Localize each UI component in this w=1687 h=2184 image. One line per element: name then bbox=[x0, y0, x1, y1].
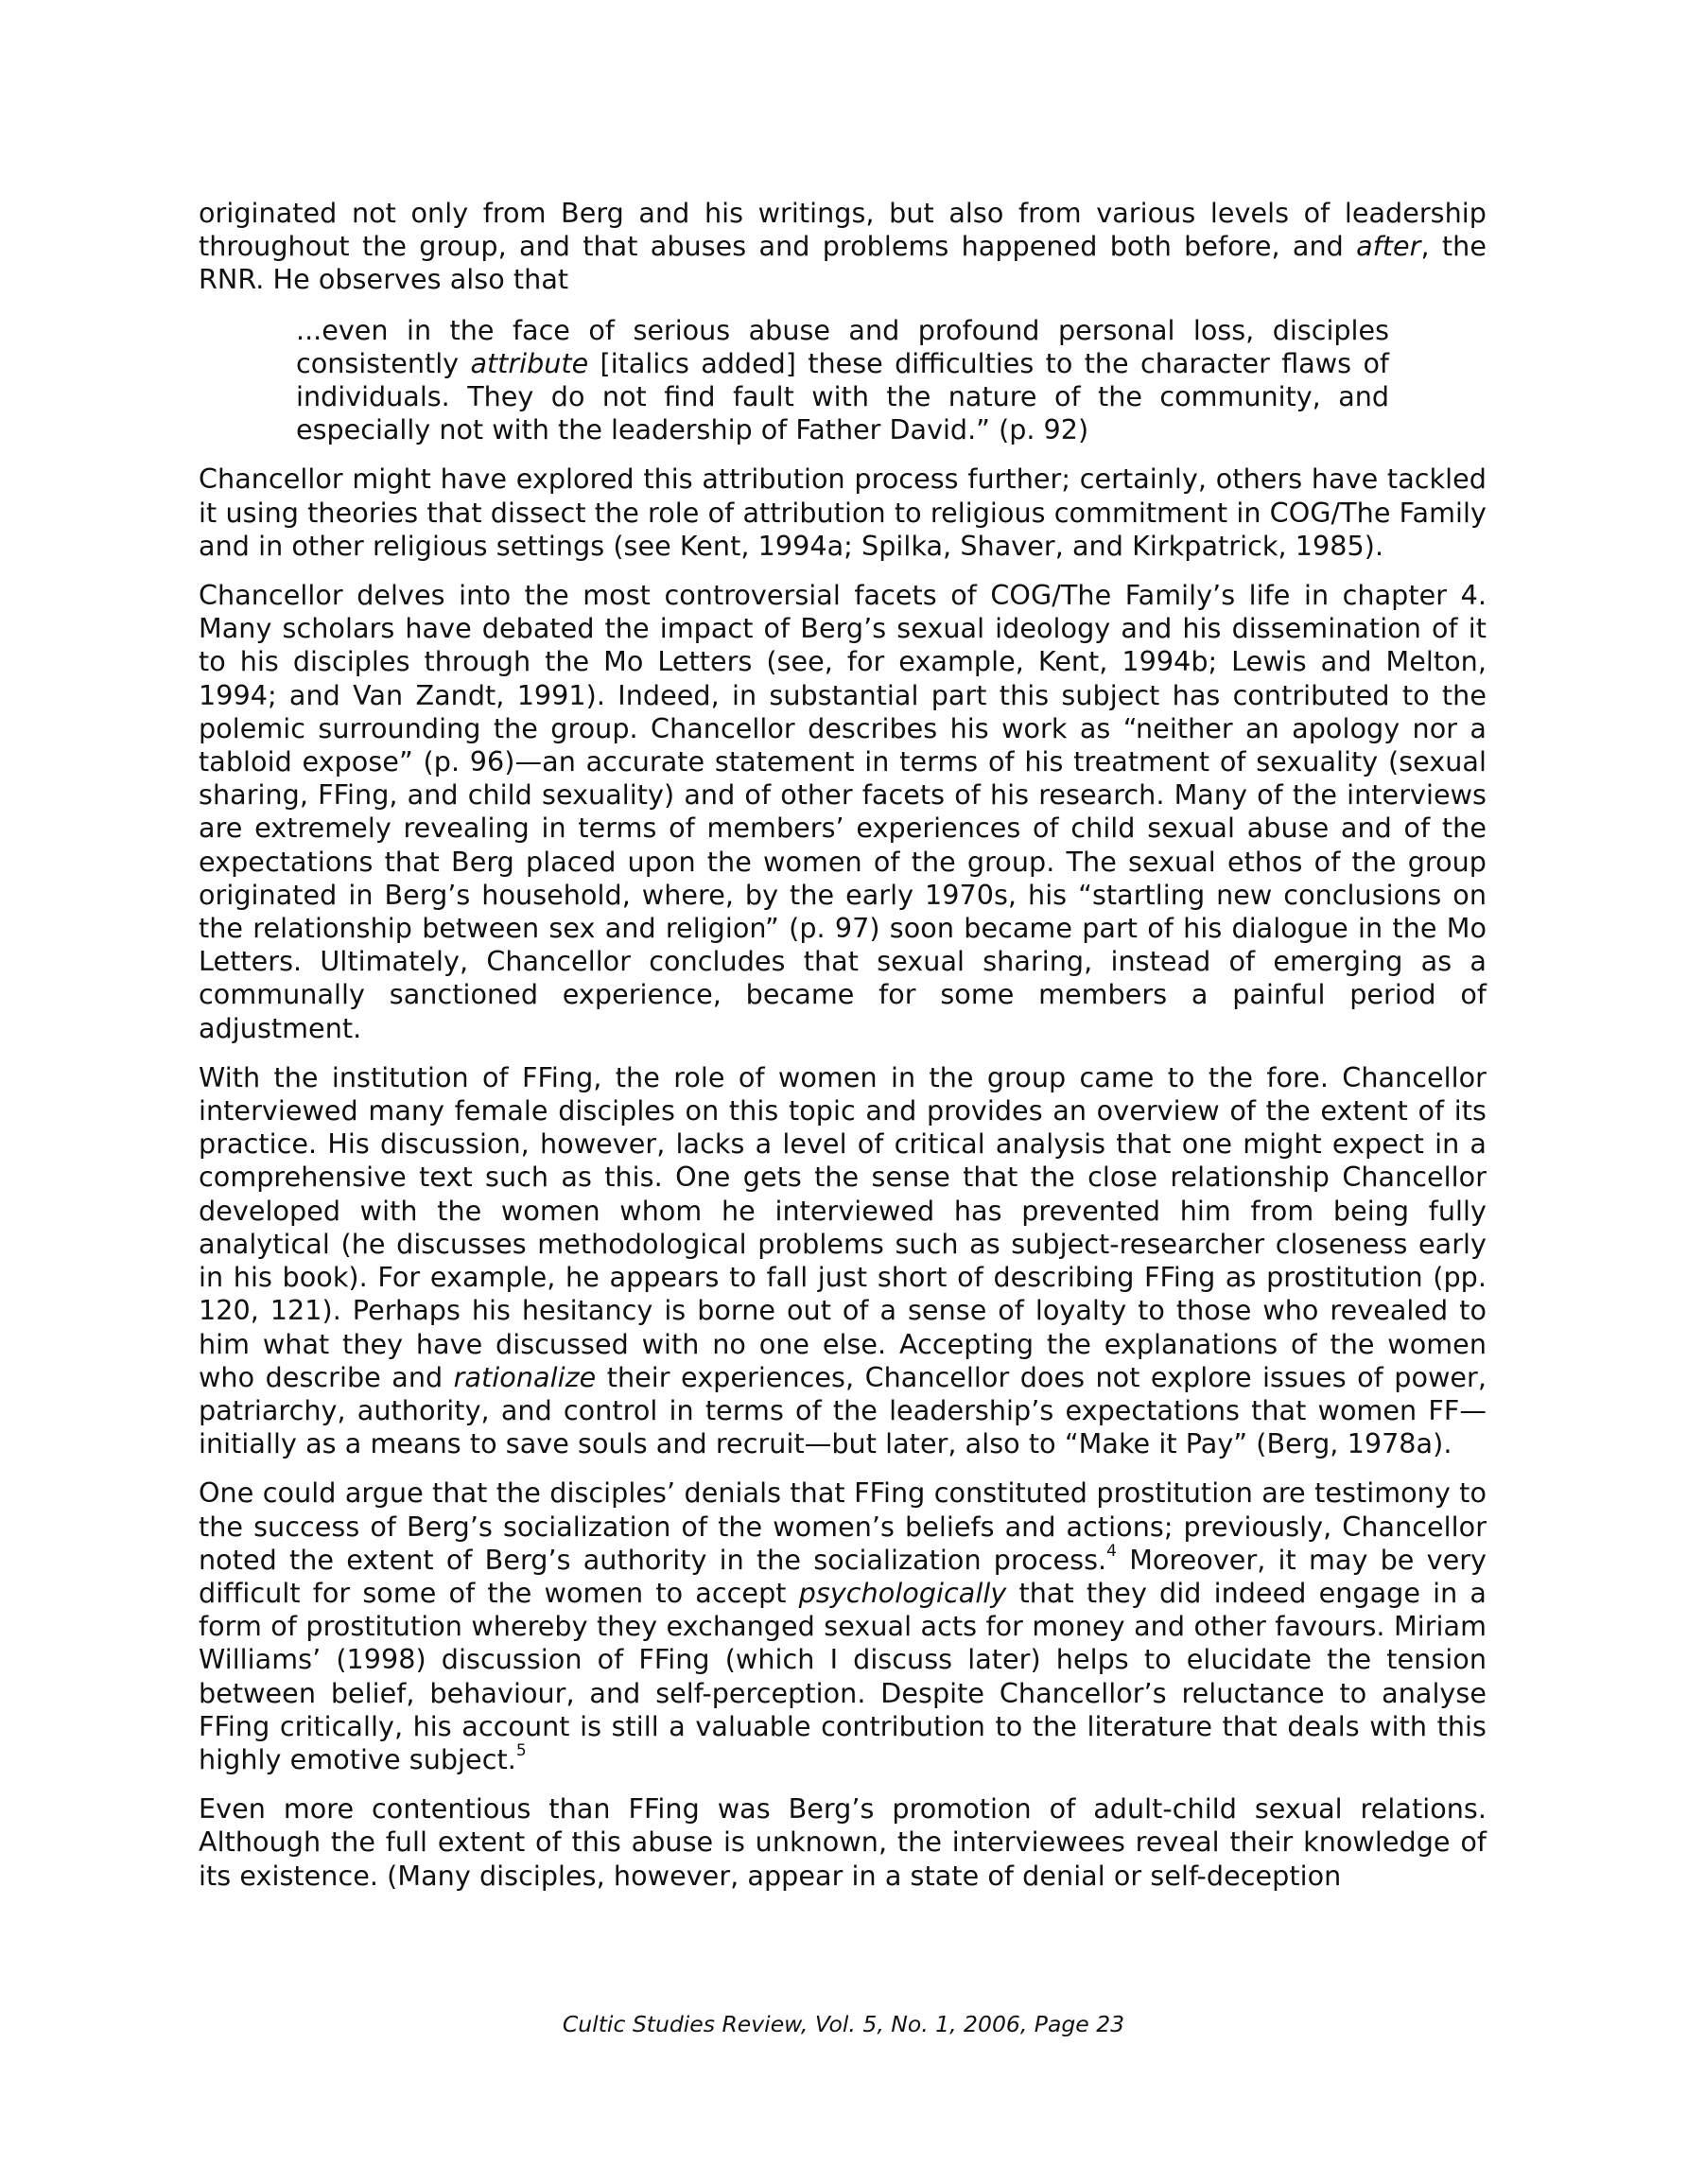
text-segment: [italics added] these difficulties to the character flaws of individuals. They do not find fault with the nature of the community, and especially not with the leadership of Father David.” (p. 92) bbox=[296, 346, 1389, 446]
text-segment: Chancellor might have explored this attribution process further; certainly, others have tackled it using theories that dissect the role of attribution to religious commitment in COG/The Family and in other religious settings (see Kent, 1994a; Spilka, Shaver, and Kirkpatrick, 1985). bbox=[199, 463, 1487, 562]
document-body bbox=[199, 197, 1487, 1909]
italic-emphasis: psychologically bbox=[798, 1576, 1007, 1609]
paragraph-1 bbox=[199, 197, 1487, 297]
italic-emphasis: attribute bbox=[470, 346, 589, 379]
text-segment: One could argue that the disciples’ denials that FFing constituted prostitution are testimony to the success of Berg’s socialization of the women’s beliefs and actions; previously, Chancellor noted the extent of Berg’s authority in the socialization process. bbox=[199, 1476, 1487, 1576]
paragraph-3 bbox=[199, 579, 1487, 1045]
text-segment: , the RNR. He observes also that bbox=[199, 230, 1487, 296]
page-footer: Cultic Studies Review, Vol. 5, No. 1, 2006, Page 23 bbox=[562, 2011, 1125, 2037]
text-segment: their experiences, Chancellor does not explore issues of power, patriarchy, authority, and control in terms of the leadership’s expectations that women FF—initially as a means to save souls and recruit—but later, also to “Make it Pay” (Berg, 1978a). bbox=[199, 1360, 1487, 1460]
text-segment: Chancellor delves into the most controversial facets of COG/The Family’s life in chapter 4. Many scholars have debated the impact of Berg’s sexual ideology and his dissemination of it to his disciples through the Mo Letters (see, for example, Kent, 1994b; Lewis and Melton, 1994; and Van Zandt, 1991). Indeed, in substantial part this subject has contributed to the polemic surrounding the group. Chancellor describes his work as “neither an apology nor a tabloid expose” (p. 96)—an accurate statement in terms of his treatment of sexuality (sexual sharing, FFing, and child sexuality) and of other facets of his research. Many of the interviews are extremely revealing in terms of members’ experiences of child sexual abuse and of the expectations that Berg placed upon the women of the group. The sexual ethos of the group originated in Berg’s household, where, by the early 1970s, his “startling new conclusions on the relationship between sex and religion” (p. 97) soon became part of his dialogue in the Mo Letters. Ultimately, Chancellor concludes that sexual sharing, instead of emerging as a communally sanctioned experience, became for some members a painful period of adjustment. bbox=[199, 579, 1487, 1044]
italic-emphasis: after bbox=[1356, 230, 1421, 263]
italic-emphasis: rationalize bbox=[453, 1360, 597, 1393]
text-segment: originated not only from Berg and his writings, but also from various levels of leadership throughout the group, and that abuses and problems happened both before, and bbox=[199, 197, 1487, 263]
footnote-marker-5[interactable]: 5 bbox=[515, 1740, 527, 1760]
text-segment: Moreover, it may be very difficult for some of the women to accept bbox=[199, 1543, 1487, 1609]
text-segment: With the institution of FFing, the role of women in the group came to the fore. Chancellor interviewed many female disciples on this topic and provides an overview of the extent of its practice. His discussion, however, lacks a level of critical analysis that one might expect in a comprehensive text such as this. One gets the sense that the close relationship Chancellor developed with the women whom he interviewed has prevented him from being fully analytical (he discusses methodological problems such as subject-researcher closeness early in his book). For example, he appears to fall just short of describing FFing as prostitution (pp. 120, 121). Perhaps his hesitancy is borne out of a sense of loyalty to those who revealed to him what they have discussed with no one else. Accepting the explanations of the women who describe and bbox=[199, 1060, 1487, 1393]
block-quote bbox=[296, 314, 1389, 447]
paragraph-2 bbox=[199, 463, 1487, 563]
footnote-marker-4[interactable]: 4 bbox=[1106, 1541, 1118, 1561]
text-segment: Even more contentious than FFing was Berg’s promotion of adult-child sexual relations. Although the full extent of this abuse is unknown, the interviewees reveal their knowledge of its existence. (Many disciples, however, appear in a state of denial or self-deception bbox=[199, 1792, 1487, 1892]
text-segment: that they did indeed engage in a form of prostitution whereby they exchanged sexual acts for money and other favours. Miriam Williams’ (1998) discussion of FFing (which I discuss later) helps to elucidate the tension between belief, behaviour, and self-perception. Despite Chancellor’s reluctance to analyse FFing critically, his account is still a valuable contribution to the literature that deals with this highly emotive subject. bbox=[199, 1576, 1487, 1775]
paragraph-5 bbox=[199, 1476, 1487, 1776]
paragraph-6 bbox=[199, 1792, 1487, 1893]
text-segment: ...even in the face of serious abuse and profound personal loss, disciples consistently bbox=[296, 313, 1389, 379]
paragraph-4 bbox=[199, 1061, 1487, 1460]
